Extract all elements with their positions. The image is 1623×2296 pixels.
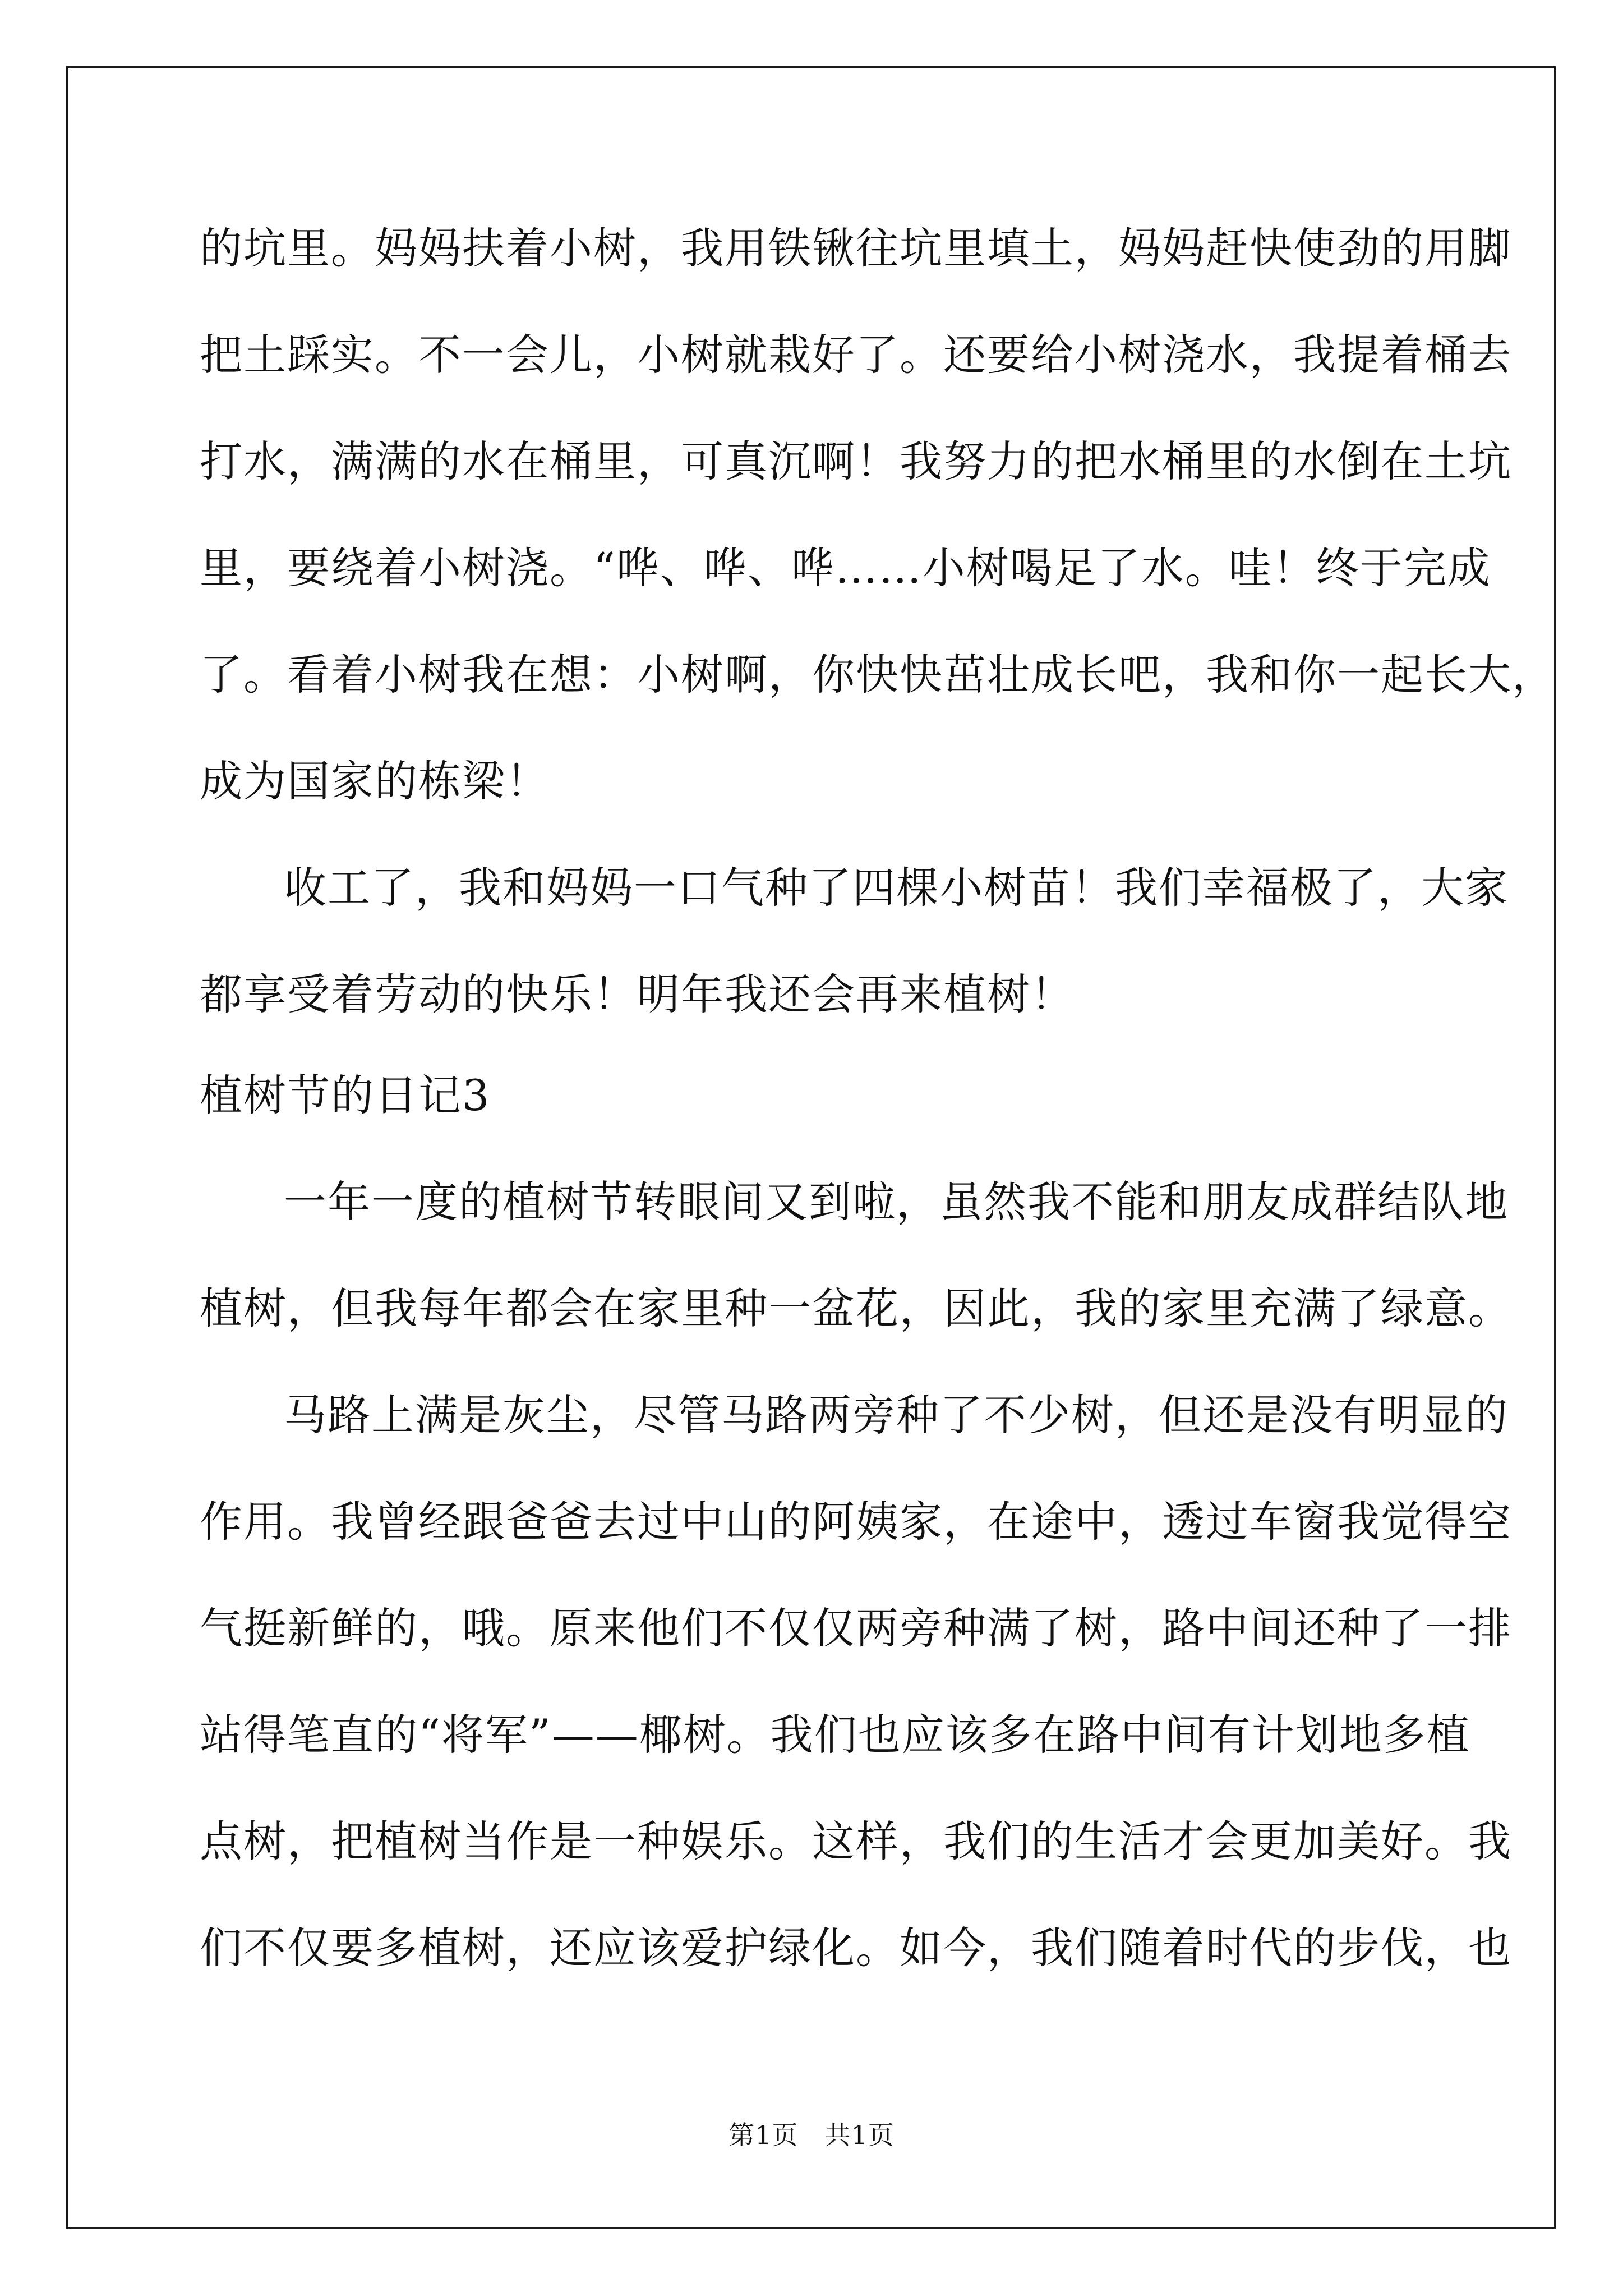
text-line: 点树，把植树当作是一种娱乐。这样，我们的生活才会更加美好。我 (200, 1816, 1512, 1866)
text-line: 气挺新鲜的，哦。原来他们不仅仅两旁种满了树，路中间还种了一排 (200, 1603, 1512, 1653)
text-line: 成为国家的栋梁！ (200, 756, 550, 806)
text-line: 打水，满满的水在桶里，可真沉啊！我努力的把水桶里的水倒在土坑 (200, 436, 1512, 486)
section-heading: 植树节的日记3 (200, 1070, 491, 1120)
text-line: 的坑里。妈妈扶着小树，我用铁锹往坑里填土，妈妈赶快使劲的用脚 (200, 223, 1512, 273)
text-line: 一年一度的植树节转眼间又到啦，虽然我不能和朋友成群结队地 (284, 1177, 1509, 1227)
text-line: 马路上满是灰尘，尽管马路两旁种了不少树，但还是没有明显的 (284, 1390, 1509, 1440)
text-line: 植树，但我每年都会在家里种一盆花，因此，我的家里充满了绿意。 (200, 1283, 1512, 1333)
text-line: 作用。我曾经跟爸爸去过中山的阿姨家，在途中，透过车窗我觉得空 (200, 1497, 1512, 1547)
text-line: 收工了，我和妈妈一口气种了四棵小树苗！我们幸福极了，大家 (284, 863, 1509, 913)
text-line: 了。看着小树我在想：小树啊，你快快茁壮成长吧，我和你一起长大， (200, 650, 1556, 700)
text-line: 们不仅要多植树，还应该爱护绿化。如今，我们随着时代的步伐，也 (200, 1923, 1512, 1973)
page-border (66, 66, 1556, 2229)
page-footer: 第1页 共1页 (728, 2120, 895, 2150)
text-line: 站得笔直的“将军”——椰树。我们也应该多在路中间有计划地多植 (200, 1710, 1470, 1760)
text-line: 里，要绕着小树浇。“哗、哗、哗……小树喝足了水。哇！终于完成 (200, 543, 1491, 593)
text-line: 都享受着劳动的快乐！明年我还会再来植树！ (200, 969, 1075, 1019)
text-line: 把土踩实。不一会儿，小树就栽好了。还要给小树浇水，我提着桶去 (200, 330, 1512, 380)
